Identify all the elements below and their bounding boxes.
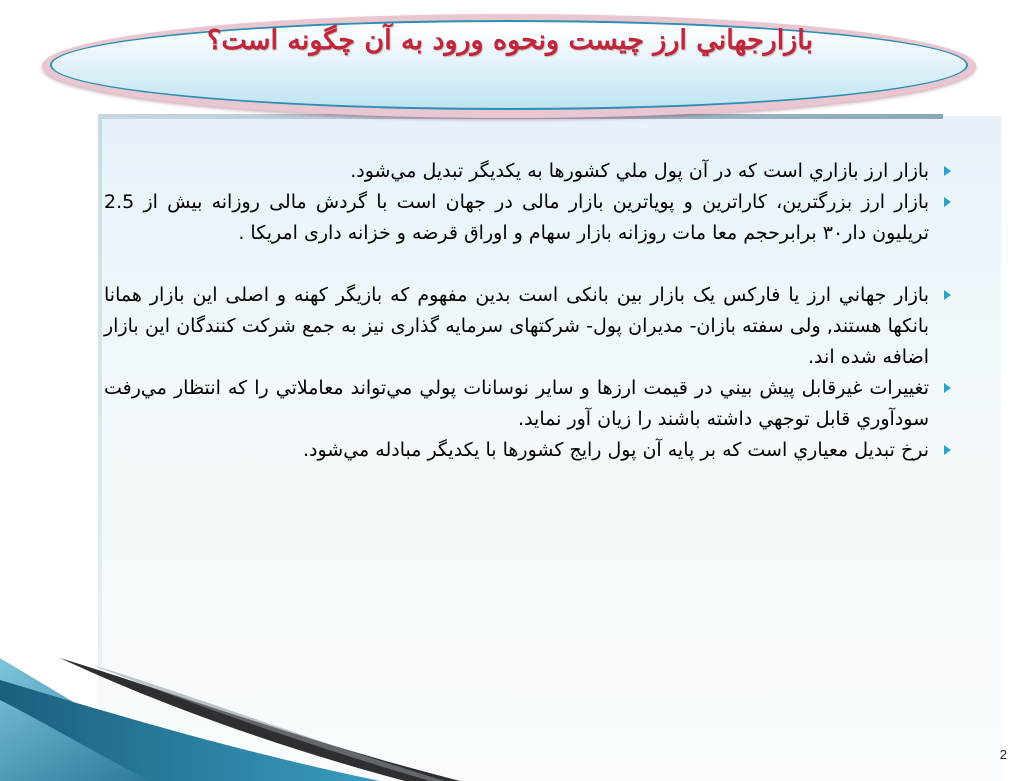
bullet-text: نرخ تبديل معياري است كه بر پايه آن پول رايج كشورها با يكديگر مبادله مي‌شود. bbox=[302, 439, 929, 461]
panel-left-edge bbox=[98, 116, 102, 676]
bullet-item bbox=[104, 435, 939, 466]
bullet-arrow-icon bbox=[944, 383, 951, 393]
decorative-swoosh bbox=[0, 600, 460, 781]
bullet-arrow-icon bbox=[944, 290, 951, 300]
bullet-arrow-icon bbox=[944, 445, 951, 455]
bullet-item bbox=[104, 373, 939, 435]
bullet-text: بازار ارز بازاري است كه در آن پول ملي كشورها به يكديگر تبديل مي‌شود. bbox=[350, 160, 929, 182]
bullet-text: بازار جهاني ارز یا فارکس یک بازار بین بانکی است بدین مفهوم که بازیگر کهنه و اصلی این بازار همانا بانکها هستند, ولی سفته بازان- مدیران پول- شرکتهای سرمایه گذاری نیز به جمع شرکت کنندگان این بازار اضافه شده اند. bbox=[104, 284, 929, 368]
bullet-arrow-icon bbox=[944, 166, 951, 176]
slide-title: بازارجهاني ارز چيست ونحوه ورود به آن چگونه است؟ bbox=[207, 25, 813, 56]
bullet-item bbox=[104, 156, 939, 187]
bullet-arrow-icon bbox=[944, 197, 951, 207]
bullet-text: بازار ارز بزرگترین، کاراترین و پویاترین بازار مالی در جهان است با گردش مالی روزانه بیش از 2.5 تریلیون دار۳۰ برابرحجم معا مات روزانه بازار سهام و اوراق قرضه و خزانه داری امریکا . bbox=[104, 191, 929, 244]
bullet-item bbox=[104, 280, 939, 373]
page-number: 2 bbox=[999, 747, 1007, 762]
bullet-text: تغييرات غيرقابل پيش بيني در قيمت ارزها و ساير نوسانات پولي مي‌تواند معاملاتي را كه انتظار مي‌رفت سودآوري قابل توجهي داشته باشند را زيان آور نمايد. bbox=[104, 377, 929, 430]
bullet-list bbox=[104, 156, 939, 466]
bullet-item bbox=[104, 187, 939, 249]
